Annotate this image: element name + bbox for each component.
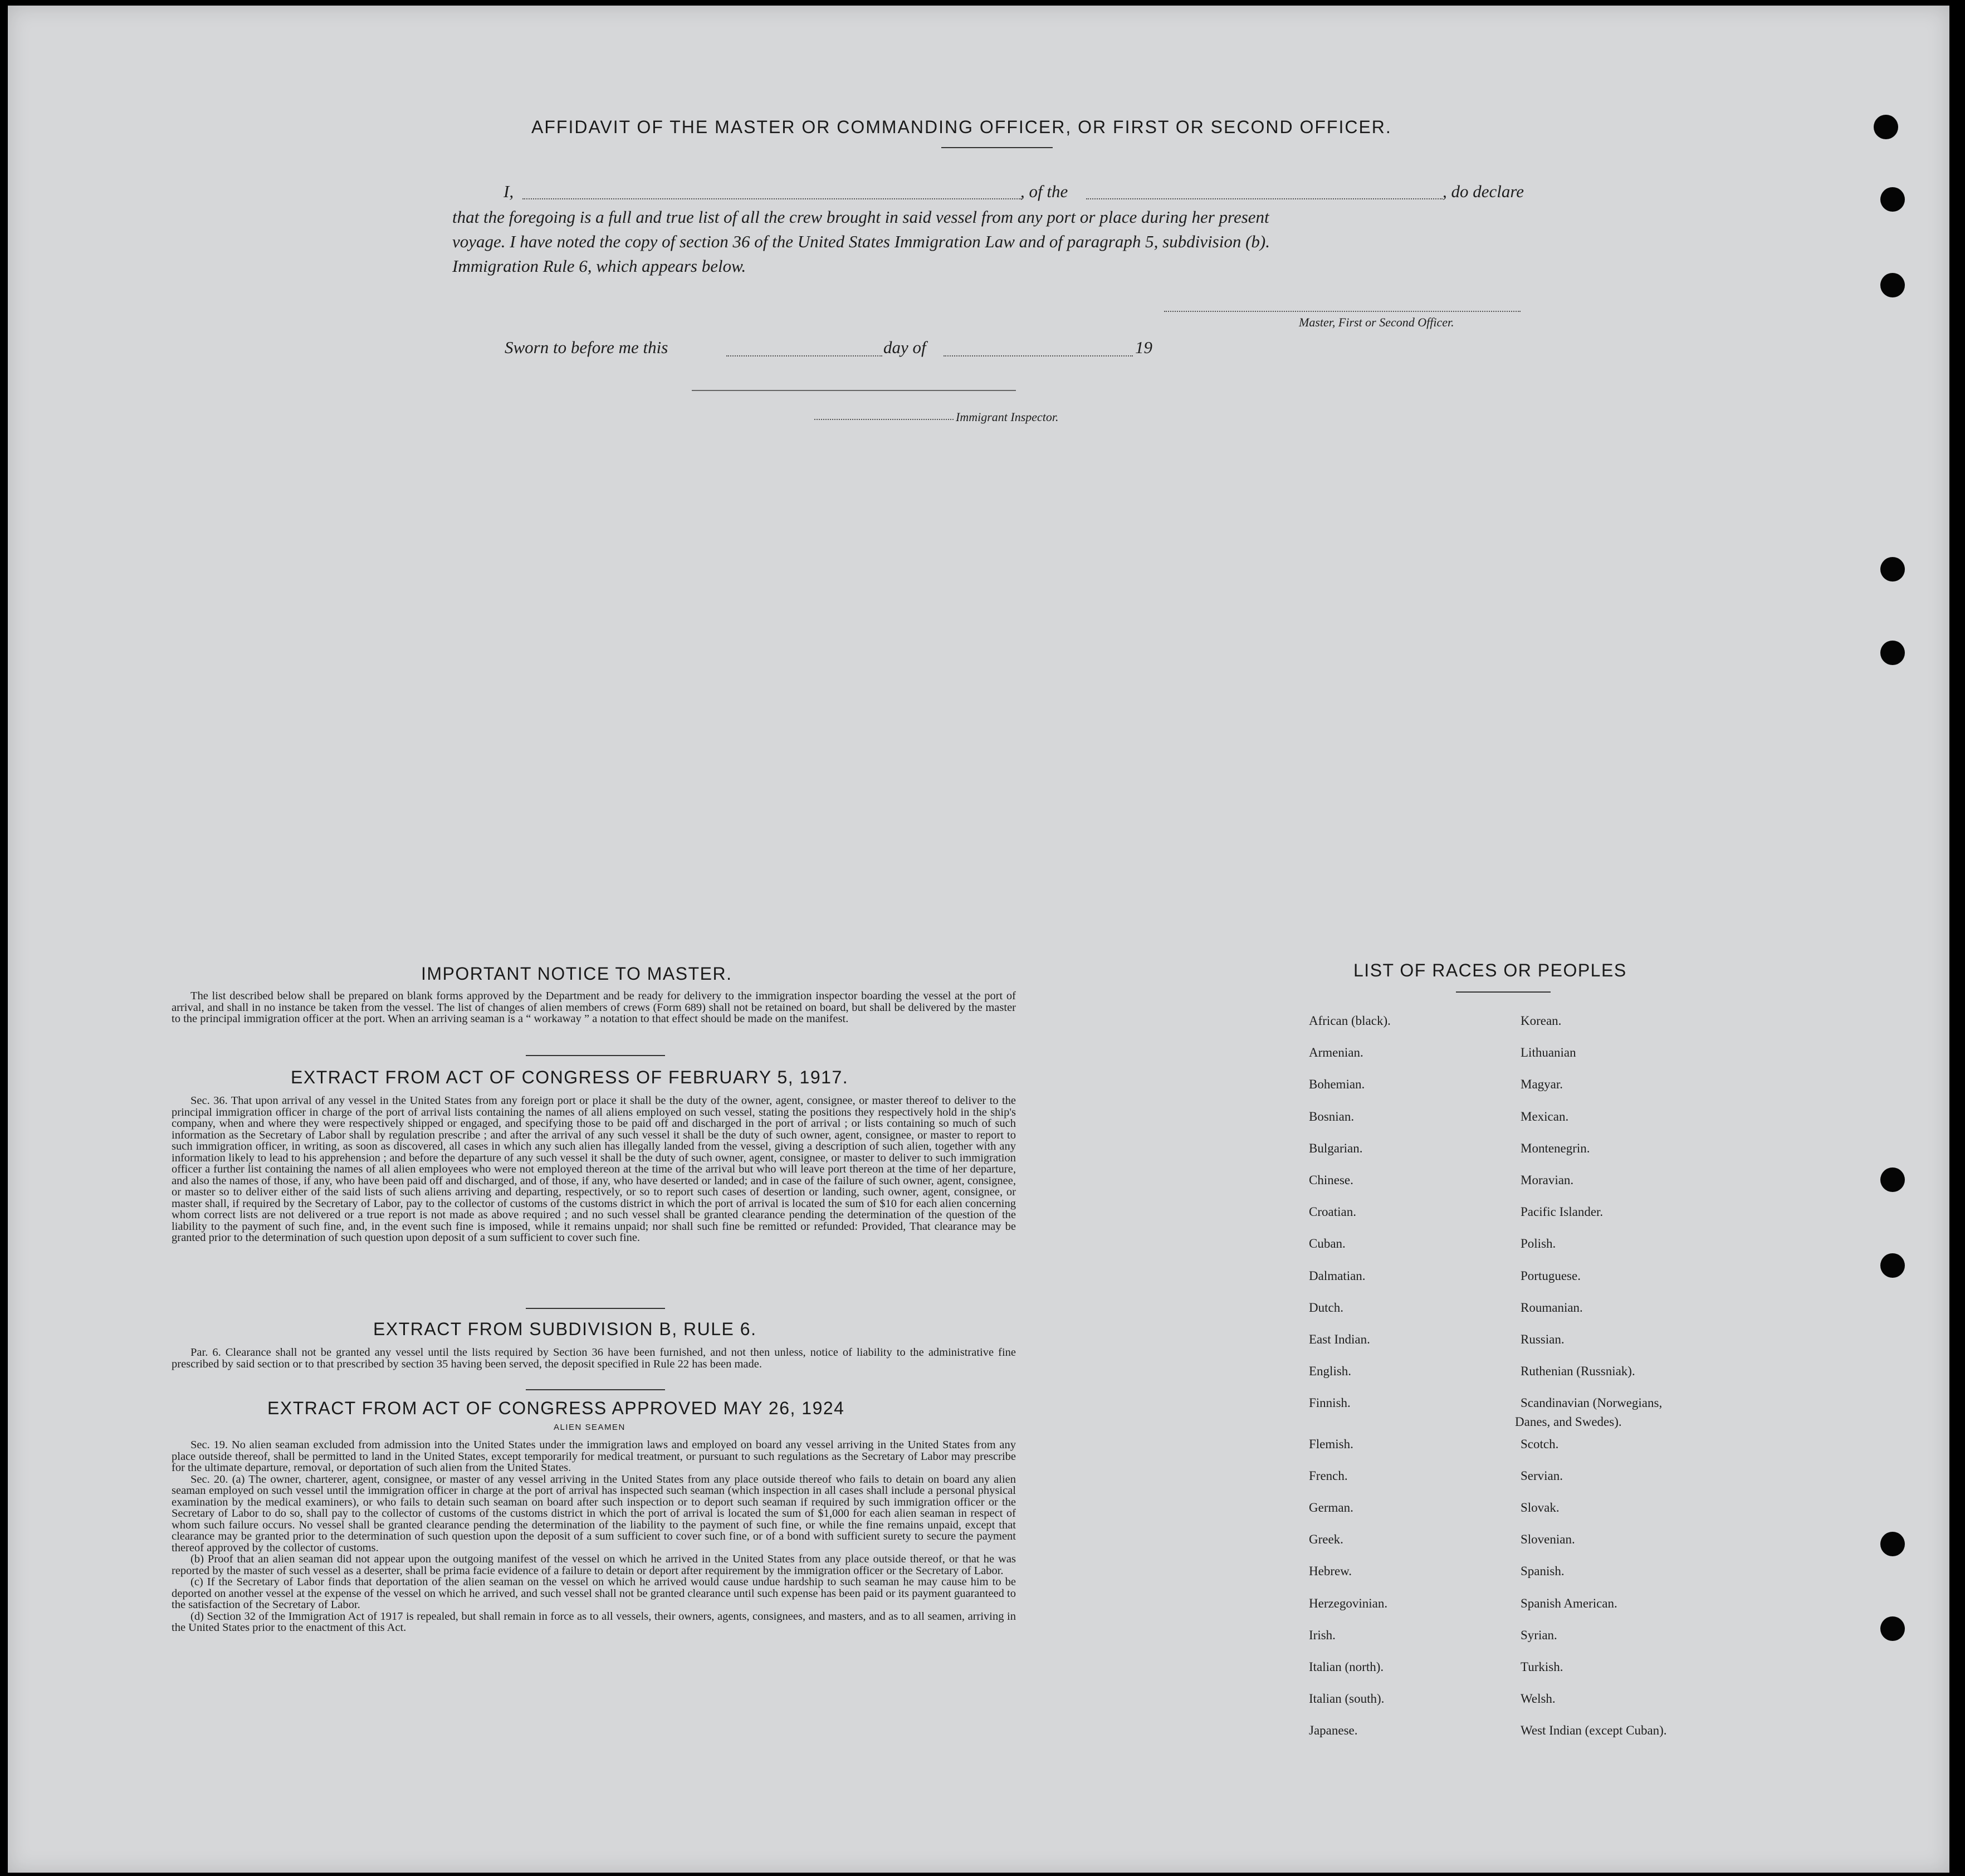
extract-1917-text [172,1095,1016,1244]
race-item: Irish. [1309,1628,1336,1642]
title-divider [941,147,1053,148]
race-item: Russian. [1521,1332,1565,1346]
sec-19-paragraph: Sec. 19. No alien seaman excluded from admission into the United States under the immigration laws and employed on board any vessel arriving in the United States from any place outside thereof, shall be permitted to land in the United States, except temporarily for medical treatment, or pursuant to such regulations as the Secretary of Labor may prescribe for the ultimate departure, removal, or deportation of such alien from the United States. [172,1439,1016,1474]
race-item: Armenian. [1309,1046,1363,1060]
race-item: Dutch. [1309,1300,1343,1315]
race-item: Pacific Islander. [1521,1205,1604,1219]
seal-line [692,390,1016,391]
race-item: Mexican. [1521,1109,1569,1123]
affidavit-line-4: Immigration Rule 6, which appears below. [452,256,746,276]
race-item: English. [1309,1364,1352,1379]
race-item: Moravian. [1521,1173,1574,1187]
race-item: Bohemian. [1309,1077,1365,1092]
races-divider [1456,991,1551,993]
race-item: Servian. [1521,1468,1563,1483]
race-item: Lithuanian [1521,1046,1576,1060]
sec-20b-paragraph: (b) Proof that an alien seaman did not appear upon the outgoing manifest of the vessel on which he arrived in the United States from any place outside thereof, or that he was reported by the master of such vessel as a deserter, shall be prima facie evidence of a failure to detain or deport after requirement by the immigration officer or the Secretary of Labor. [172,1553,1016,1577]
race-item-continuation: Danes, and Swedes). [1515,1415,1622,1429]
race-item: Magyar. [1521,1077,1563,1092]
affidavit-of-the: , of the [1020,182,1068,201]
race-item: Cuban. [1309,1237,1346,1251]
race-item: Bulgarian. [1309,1141,1363,1155]
race-item: Ruthenian (Russniak). [1521,1364,1635,1379]
extract-1917-title: EXTRACT FROM ACT OF CONGRESS OF FEBRUARY 5, 1917. [291,1067,849,1087]
master-signature-label: Master, First or Second Officer. [1299,315,1454,329]
race-item: Herzegovinian. [1309,1596,1388,1610]
affidavit-title: AFFIDAVIT OF THE MASTER OR COMMANDING OFFICER, OR FIRST OR SECOND OFFICER. [531,117,1392,137]
extract-1924-text [172,1439,1016,1634]
punch-hole [1880,641,1905,665]
race-item: Scotch. [1521,1437,1559,1451]
day-of-label: day of [883,338,926,357]
affidavit-line-2: that the foregoing is a full and true list of all the crew brought in said vessel from any port or place during her present [452,207,1269,227]
race-item: Bosnian. [1309,1109,1355,1123]
race-item: Welsh. [1521,1692,1556,1706]
race-item: Flemish. [1309,1437,1353,1451]
race-item: Syrian. [1521,1628,1557,1642]
notice-paragraph: The list described below shall be prepared on blank forms approved by the Department and be ready for delivery to the immigration inspector boarding the vessel at the port of arrival, and shall in no instance be taken from the vessel. The list of changes of alien members of crews (Form 689) shall not be retained on board, but shall be delivered by the master to the principal immigration officer at the port. When an arriving seaman is a “ workaway ” a notation to that effect should be made on the manifest. [172,990,1016,1025]
punch-hole [1880,557,1905,582]
punch-hole [1880,1532,1905,1556]
race-item: Japanese. [1309,1723,1358,1738]
affidavit-i-label: I, [504,182,514,201]
races-title: LIST OF RACES OR PEOPLES [1353,960,1627,980]
race-item: Korean. [1521,1014,1562,1028]
extract-1924-title: EXTRACT FROM ACT OF CONGRESS APPROVED MAY 26, 1924 [267,1398,845,1418]
extract-rule6-text [172,1347,1016,1370]
punch-hole [1880,1253,1905,1278]
race-item: Spanish American. [1521,1596,1617,1610]
section-divider [526,1389,665,1390]
punch-hole [1880,187,1905,212]
race-item: Chinese. [1309,1173,1353,1187]
master-signature-field[interactable] [1164,311,1521,312]
punch-hole [1874,115,1898,139]
race-item: Polish. [1521,1237,1556,1251]
sworn-day-field[interactable] [726,355,882,356]
race-item: Slovenian. [1521,1532,1575,1547]
vessel-name-field[interactable] [1086,198,1443,199]
race-item: Scandinavian (Norwegians, [1521,1396,1663,1410]
race-item: Slovak. [1521,1501,1560,1515]
punch-hole [1880,1616,1905,1641]
race-item: Italian (north). [1309,1660,1384,1674]
document-page [8,6,1949,1873]
officer-name-field[interactable] [522,198,1021,199]
sec-20d-paragraph: (d) Section 32 of the Immigration Act of 1917 is repealed, but shall remain in force as to all vessels, their owners, agents, consignees, and masters, and as to all seamen, arriving in the United States prior to the enactment of this Act. [172,1610,1016,1634]
race-item: East Indian. [1309,1332,1370,1346]
race-item: Hebrew. [1309,1564,1352,1579]
sworn-label: Sworn to before me this [505,338,668,357]
notice-title: IMPORTANT NOTICE TO MASTER. [421,964,732,984]
par-6-paragraph: Par. 6. Clearance shall not be granted any vessel until the lists required by Section 36 have been furnished, and not then unless, notice of liability to the administrative fine prescribed by said section or to that prescribed by section 35 having been served, the deposit specified in Rule 22 has been made. [172,1346,1016,1370]
year-prefix: 19 [1135,338,1152,357]
race-item: Turkish. [1521,1660,1563,1674]
sec-36-paragraph: Sec. 36. That upon arrival of any vessel in the United States from any foreign port or place it shall be the duty of the owner, agent, consignee, or master thereof to deliver to the principal immigration officer in charge of the port of arrival lists containing the names of all aliens employed on such vessel, stating the positions they respectively hold in the ship's company, when and where they were respectively shipped or engaged, and specifying those to be paid off and discharged in the port of arrival ; or lists containing so much of such information as the Secretary of Labor shall by regulation prescribe ; and after the arrival of any such vessel it shall be the duty of such owner, agent, consignee, or master to report to such immigration officer, in writing, as soon as discovered, all cases in which any such alien has illegally landed from the vessel, giving a description of such alien, together with any information likely to lead to his apprehension ; and before the departure of any such vessel it shall be the duty of such owner, agent, consignee, or master to deliver to such immigration officer a further list containing the names of all alien employees who were not employed thereon at the time of the arrival but who will leave port thereon at the time of her departure, and also the names of those, if any, who have been paid off and discharged, and of those, if any, who have deserted or landed; and in case of the failure of such owner, agent, consignee, or master so to deliver either of the said lists of such aliens arriving and departing, respectively, or so to report such cases of desertion or landing, such owner, agent, consignee, or master shall, if required by the Secretary of Labor, pay to the collector of customs of the customs district in which the port of arrival is located the sum of $10 for each alien concerning whom correct lists are not delivered or a true report is not made as above required ; and no such vessel shall be granted clearance pending the determination of the question of the liability to the payment of such fine, and, in the event such fine is imposed, while it remains unpaid; nor shall such fine be remitted or refunded: Provided, That clearance may be granted prior to the determination of such question upon deposit of a sum sufficient to cover such fine. [172,1095,1016,1244]
notice-text [172,990,1016,1025]
section-divider [526,1308,665,1309]
race-item: West Indian (except Cuban). [1521,1723,1667,1738]
race-item: African (black). [1309,1014,1391,1028]
extract-rule6-title: EXTRACT FROM SUBDIVISION B, RULE 6. [373,1319,757,1339]
race-item: Croatian. [1309,1205,1356,1219]
sec-20a-paragraph: Sec. 20. (a) The owner, charterer, agent, consignee, or master of any vessel arriving in the United States from any place outside thereof who fails to detain on board any alien seaman employed on such vessel until the immigration officer in charge at the port of arrival has inspected such seaman (which inspection in all cases shall include a personal physical examination by the medical examiners), or who fails to detain such seaman on board after such inspection or to deport such seaman if required by such immigration officer or the Secretary of Labor to do so, shall pay to the collector of customs of the customs district in which the port of arrival is located the sum of $1,000 for each alien seaman in respect of whom such failure occurs. No vessel shall be granted clearance pending the determination of the liability to the payment of such fine, or while the fine remains unpaid, except that clearance may be granted prior to the determination of such question upon the deposit of a sum sufficient to cover such fine, or of a bond with sufficient surety to secure the payment thereof approved by the collector of customs. [172,1473,1016,1554]
sec-20c-paragraph: (c) If the Secretary of Labor finds that deportation of the alien seaman on the vessel on which he arrived would cause undue hardship to such seaman he may cause him to be deported on another vessel at the expense of the vessel on which he arrived, and such vessel shall not be granted clearance until such expense has been paid or its payment guaranteed to the satisfaction of the Secretary of Labor. [172,1576,1016,1611]
sworn-month-field[interactable] [944,355,1133,356]
race-item: Dalmatian. [1309,1268,1366,1283]
punch-hole [1880,1167,1905,1192]
race-item: Spanish. [1521,1564,1565,1579]
extract-1924-subtitle: ALIEN SEAMEN [554,1423,625,1432]
race-item: French. [1309,1468,1348,1483]
race-item: Greek. [1309,1532,1343,1547]
race-item: Roumanian. [1521,1300,1583,1315]
punch-hole [1880,273,1905,297]
race-item: Montenegrin. [1521,1141,1590,1155]
race-item: German. [1309,1501,1353,1515]
inspector-signature-field[interactable] [814,419,954,420]
race-item: Italian (south). [1309,1692,1385,1706]
section-divider [526,1055,665,1056]
affidavit-line-3: voyage. I have noted the copy of section 36 of the United States Immigration Law and of paragraph 5, subdivision (b). [452,232,1270,251]
affidavit-do-declare: , do declare [1443,182,1524,201]
race-item: Portuguese. [1521,1268,1581,1283]
inspector-label: Immigrant Inspector. [956,410,1059,424]
race-item: Finnish. [1309,1396,1351,1410]
